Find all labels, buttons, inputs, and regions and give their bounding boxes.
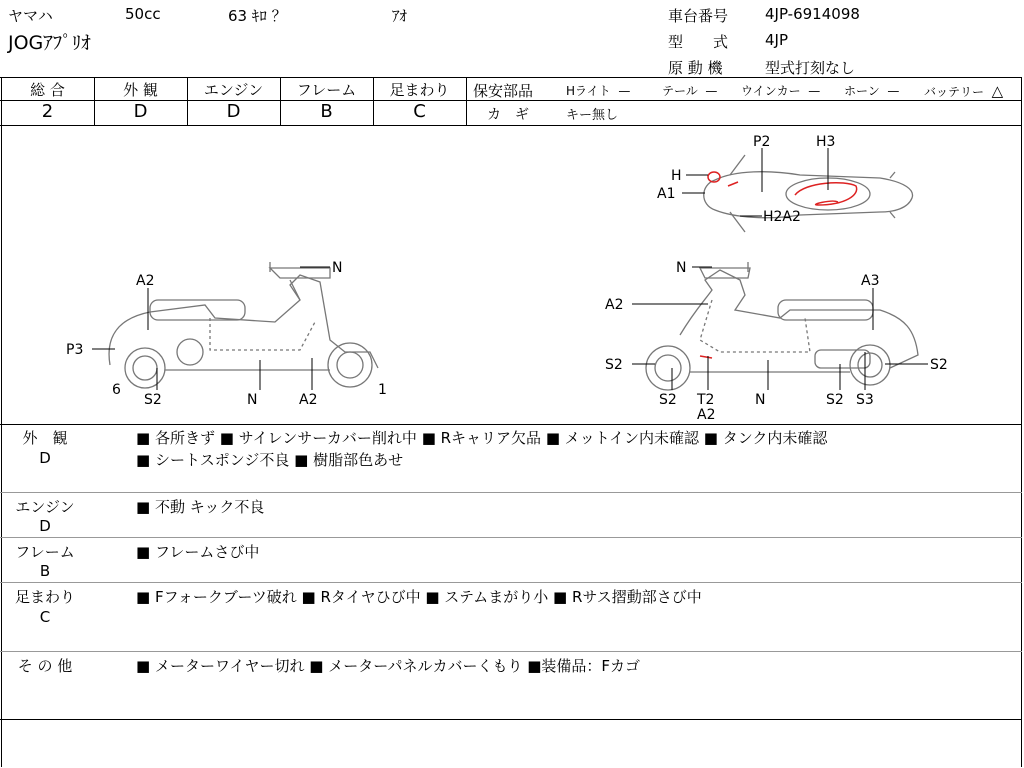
grade-overall: 2	[41, 101, 54, 122]
safety-item-horn	[844, 82, 899, 99]
section-notes-other	[136, 655, 640, 677]
diagram-label: S2	[144, 392, 162, 408]
section-notes-appearance	[136, 427, 827, 471]
damage-marks	[700, 172, 857, 358]
section-label-other: そ の 他	[17, 657, 73, 675]
safety-item-label: Hライト	[566, 84, 611, 98]
diagram-label: 6	[112, 382, 121, 398]
diagram-label: H2A2	[763, 209, 801, 225]
diagram-label: P3	[66, 342, 84, 358]
section-divider	[0, 651, 1022, 652]
key-label: カ ギ	[487, 107, 529, 123]
grade-engine: D	[226, 101, 241, 122]
scooter-diagram	[0, 126, 1020, 424]
mileage: 63 ｷﾛ ？	[228, 7, 287, 25]
diagram-label: A2	[136, 273, 155, 289]
note-line: ■ シートスポンジ不良 ■ 樹脂部色あせ	[136, 451, 404, 469]
frame-no: 4JP-6914098	[765, 5, 860, 23]
safety-item-label: テール	[662, 84, 698, 98]
color: ｱｵ	[392, 7, 408, 25]
safety-item-value: —	[887, 84, 900, 98]
section-divider	[0, 537, 1022, 538]
section-grade-appearance: D	[39, 449, 51, 467]
grade-appearance: D	[133, 101, 148, 122]
safety-item-headlight	[566, 82, 630, 99]
section-divider	[0, 582, 1022, 583]
section-label-engine: エンジン	[15, 498, 75, 516]
note-line: ■ 各所きず ■ サイレンサーカバー削れ中 ■ Rキャリア欠品 ■ メットイン内未確認 ■ タンク内未確認	[136, 429, 828, 447]
grade-header-appearance: 外 観	[123, 81, 158, 99]
grade-header-frame: フレーム	[296, 81, 357, 99]
grade-header-suspension: 足まわり	[389, 81, 450, 99]
engine-label: 原 動 機	[668, 59, 723, 77]
note-line: ■ Fフォークブーツ破れ ■ Rタイヤひび中 ■ ステムまがり小 ■ Rサス摺動部さび中	[136, 588, 702, 606]
diagram-label: N	[332, 260, 343, 276]
diagram-label: P2	[753, 134, 771, 150]
diagram-label: N	[247, 392, 258, 408]
diagram-label: T2	[697, 392, 715, 408]
safety-item-value: —	[705, 84, 718, 98]
section-divider	[0, 492, 1022, 493]
safety-item-value: —	[618, 84, 631, 98]
diagram-label: S2	[605, 357, 623, 373]
diagram-label: A2	[697, 407, 716, 423]
grade-frame: B	[320, 101, 333, 122]
diagram-label: A2	[299, 392, 318, 408]
diagram-label: A2	[605, 297, 624, 313]
diagram-label: 1	[378, 382, 387, 398]
section-label-frame: フレーム	[15, 543, 75, 561]
safety-item-value: —	[808, 84, 821, 98]
grade-table-top-border	[0, 77, 1022, 78]
safety-item-label: ウインカー	[741, 84, 801, 98]
maker: ヤマハ	[8, 7, 53, 25]
section-label-appearance: 外 観	[22, 429, 68, 447]
engine-value: 型式打刻なし	[765, 59, 856, 77]
safety-item-winker	[741, 82, 820, 99]
frame-no-label: 車台番号	[668, 7, 729, 25]
diagram-label: S2	[826, 392, 844, 408]
displacement: 50cc	[125, 5, 161, 23]
model-name: JOGｱﾌﾟﾘｵ	[8, 32, 91, 54]
section-notes-suspension	[136, 586, 702, 608]
diagram-label: N	[755, 392, 766, 408]
note-line: ■ メーターワイヤー切れ ■ メーターパネルカバーくもり ■装備品：Fカゴ	[136, 657, 641, 675]
diagram-label: A1	[657, 186, 676, 202]
section-grade-frame: B	[39, 562, 51, 580]
key-value: キー無し	[566, 108, 619, 123]
diagram-label: N	[676, 260, 687, 276]
safety-item-tail	[662, 82, 717, 99]
section-label-suspension: 足まわり	[14, 588, 75, 606]
diagram-label: H3	[816, 134, 836, 150]
section-grade-engine: D	[39, 517, 51, 535]
safety-title: 保安部品	[473, 82, 534, 100]
safety-item-battery	[924, 82, 1003, 100]
section-grade-suspension: C	[39, 608, 51, 626]
note-line: ■ 不動 キック不良	[136, 498, 265, 516]
diagram-bottom-border	[0, 424, 1022, 425]
section-divider	[0, 719, 1022, 720]
type-value: 4JP	[765, 31, 789, 49]
section-notes-frame	[136, 541, 259, 563]
diagram-label: H	[671, 168, 682, 184]
safety-item-label: バッテリー	[924, 85, 985, 99]
leader-lines	[92, 148, 928, 390]
diagram-label: S2	[930, 357, 948, 373]
diagram-label: S3	[856, 392, 874, 408]
grade-header-overall: 総 合	[30, 81, 65, 99]
top-view-scooter	[704, 155, 913, 232]
note-line: ■ フレームさび中	[136, 543, 260, 561]
grade-header-engine: エンジン	[203, 81, 264, 99]
outer-right-border	[1021, 77, 1022, 767]
grade-col-divider	[466, 77, 467, 125]
safety-item-label: ホーン	[844, 84, 880, 98]
safety-item-value: △	[991, 82, 1004, 100]
type-label: 型 式	[668, 33, 729, 51]
grade-suspension: C	[413, 101, 426, 122]
diagram-label: A3	[861, 273, 880, 289]
diagram-label: S2	[659, 392, 677, 408]
section-notes-engine	[136, 496, 264, 518]
